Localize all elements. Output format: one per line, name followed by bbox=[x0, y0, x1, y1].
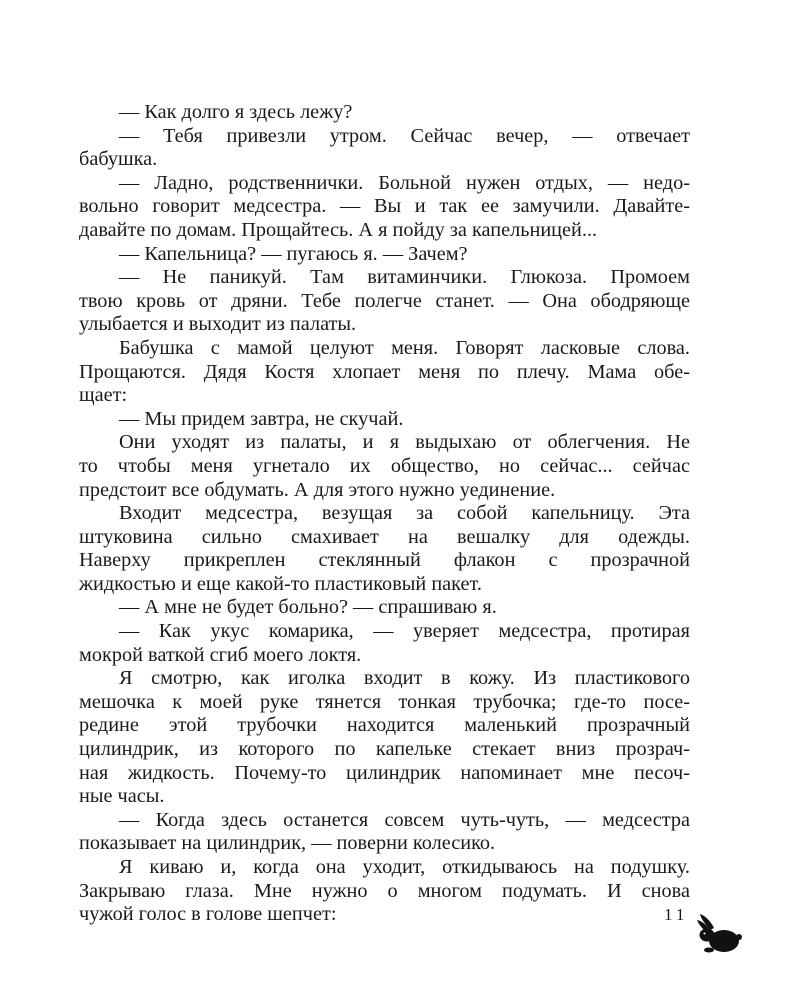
body-text bbox=[79, 101, 690, 927]
text-line: Они уходят из палаты, и я выдыхаю от облегчения. Не bbox=[119, 431, 690, 454]
text-line: жидкостью и еще какой-то пластиковый пакет. bbox=[79, 572, 482, 595]
text-line: давайте по домам. Прощайтесь. А я пойду за капельницей... bbox=[79, 218, 598, 241]
text-line: редине этой трубочки находится маленький прозрачный bbox=[79, 714, 690, 737]
text-line: бабушка. bbox=[79, 148, 158, 171]
text-line: предстоит все обдумать. А для этого нужно уединение. bbox=[79, 478, 556, 501]
text-line: ная жидкость. Почему-то цилиндрик напоминает мне песоч- bbox=[79, 761, 690, 784]
text-line: Прощаются. Дядя Костя хлопает меня по плечу. Мама обе- bbox=[79, 360, 690, 383]
text-line: показывает на цилиндрик, — поверни колесико. bbox=[79, 832, 496, 855]
text-line: Бабушка с мамой целуют меня. Говорят ласковые слова. bbox=[119, 336, 690, 359]
text-line: — Не паникуй. Там витаминчики. Глюкоза. Промоем bbox=[119, 266, 690, 289]
rabbit-icon bbox=[694, 912, 742, 954]
text-line: — А мне не будет больно? — спрашиваю я. bbox=[119, 596, 497, 619]
text-line: — Когда здесь останется совсем чуть-чуть, — медсестра bbox=[119, 808, 690, 831]
text-line: цилиндрик, из которого по капельке стекает вниз прозрач- bbox=[79, 738, 690, 761]
text-line: чужой голос в голове шепчет: bbox=[79, 903, 337, 926]
text-line: Входит медсестра, везущая за собой капельницу. Эта bbox=[119, 502, 690, 525]
text-line: Закрываю глаза. Мне нужно о многом подумать. И снова bbox=[79, 879, 690, 902]
text-line: ные часы. bbox=[79, 785, 165, 808]
text-line: вольно говорит медсестра. — Вы и так ее замучили. Давайте- bbox=[79, 195, 690, 218]
text-line: — Тебя привезли утром. Сейчас вечер, — отвечает bbox=[119, 124, 690, 147]
text-line: штуковина сильно смахивает на вешалку для одежды. bbox=[79, 525, 690, 548]
text-line: мокрой ваткой сгиб моего локтя. bbox=[79, 643, 362, 666]
page-number: 11 bbox=[664, 905, 689, 924]
text-line: — Как укус комарика, — уверяет медсестра, протирая bbox=[119, 620, 690, 643]
text-line: Наверху прикреплен стеклянный флакон с прозрачной bbox=[79, 549, 690, 572]
text-line: Я смотрю, как иголка входит в кожу. Из пластикового bbox=[119, 667, 690, 690]
text-line: Я киваю и, когда она уходит, откидываюсь на подушку. bbox=[119, 856, 690, 878]
text-line: твою кровь от дряни. Тебе полегче станет. — Она ободряюще bbox=[79, 289, 690, 312]
text-line: — Как долго я здесь лежу? bbox=[119, 101, 353, 123]
text-line: улыбается и выходит из палаты. bbox=[79, 313, 357, 336]
text-line: — Ладно, родственнички. Больной нужен отдых, — недо- bbox=[119, 171, 690, 194]
text-line: то чтобы меня угнетало их общество, но сейчас... сейчас bbox=[79, 454, 690, 477]
text-line: щает: bbox=[79, 384, 128, 407]
text-line: — Мы придем завтра, не скучай. bbox=[119, 407, 404, 430]
text-line: мешочка к моей руке тянется тонкая трубочка; где-то посе- bbox=[79, 690, 690, 713]
text-line: — Капельница? — пугаюсь я. — Зачем? bbox=[119, 242, 468, 265]
